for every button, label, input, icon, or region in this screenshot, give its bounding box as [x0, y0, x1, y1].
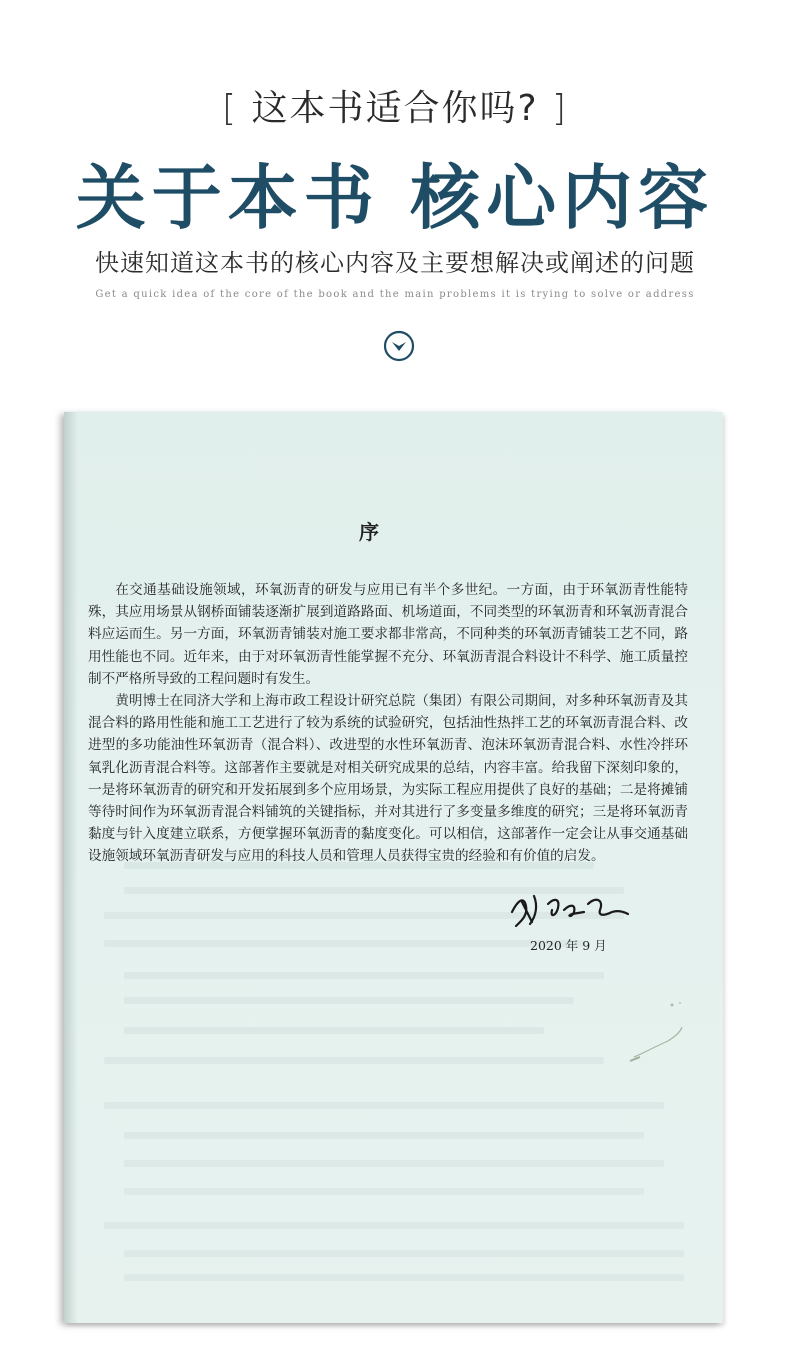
question-text: 这本书适合你吗? — [251, 88, 539, 129]
document-date: 2020 年 9 月 — [530, 938, 607, 953]
header — [0, 0, 790, 400]
document-body — [88, 579, 688, 868]
document-heading: 序 — [359, 520, 379, 544]
paragraph: 黄明博士在同济大学和上海市政工程设计研究总院（集团）有限公司期间，对多种环氧沥青及其混合料的路用性能和施工工艺进行了较为系统的试验研究，包括油性热拌工艺的环氧沥青混合料、改进型的多功能油性环氧沥青（混合料）、改进型的水性环氧沥青、泡沫环氧沥青混合料、水性冷拌环氧乳化沥青混合料等。这部著作主要就是对相关研究成果的总结，内容丰富。给我留下深刻印象的，一是将环氧沥青的研究和开发拓展到多个应用场景，为实际工程应用提供了良好的基础；二是将摊铺等待时间作为环氧沥青混合料铺筑的关键指标，并对其进行了多变量多维度的研究；三是将环氧沥青黏度与针入度建立联系，方便掌握环氧沥青的黏度变化。可以相信，这部著作一定会让从事交通基础设施领域环氧沥青研发与应用的科技人员和管理人员获得宝贵的经验和有价值的启发。 — [88, 693, 688, 865]
bracket-left: [ — [221, 88, 238, 129]
document-page-photo — [64, 412, 723, 1323]
chevron-down-circle-icon — [383, 330, 415, 362]
paragraph: 在交通基础设施领域，环氧沥青的研发与应用已有半个多世纪。一方面，由于环氧沥青性能特殊，其应用场景从钢桥面铺装逐渐扩展到道路路面、机场道面，不同类型的环氧沥青和环氧沥青混合料应运而生。另一方面，环氧沥青铺装对施工要求都非常高，不同种类的环氧沥青铺装工艺不同，路用性能也不同。近年来，由于对环氧沥青性能掌握不充分、环氧沥青混合料设计不科学、施工质量控制不严格所导致的工程问题时有发生。 — [88, 582, 688, 687]
main-title: 关于本书 核心内容 — [75, 156, 715, 239]
signature — [504, 882, 634, 930]
paper-mark — [624, 997, 694, 1067]
question-title — [0, 80, 790, 131]
bracket-right: ] — [552, 88, 569, 129]
subtitle-chinese: 快速知道这本书的核心内容及主要想解决或阐述的问题 — [95, 249, 695, 277]
subtitle-english: Get a quick idea of the core of the book and the main problems it is trying to solve or address — [95, 289, 695, 300]
